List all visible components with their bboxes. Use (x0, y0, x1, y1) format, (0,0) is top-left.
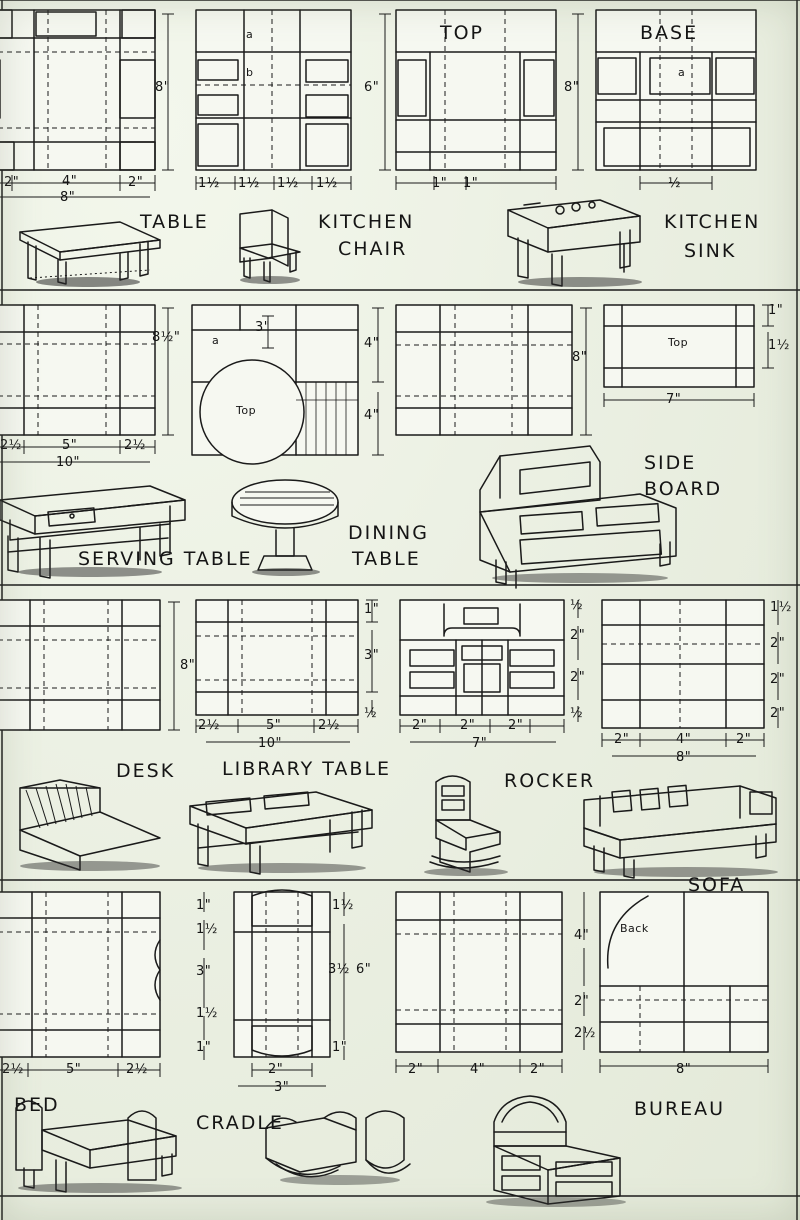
dim-bed-3: 2½ (126, 1062, 148, 1077)
dim-bed-v5: 1" (196, 1040, 212, 1055)
caption-kitchen-sink-1: KITCHEN (664, 211, 761, 233)
cradle-plan (234, 890, 344, 1086)
table-plan (0, 10, 155, 197)
caption-bureau: BUREAU (634, 1098, 726, 1120)
dim-bureau-v2: 2" (574, 994, 590, 1009)
bureau-plan-right (584, 892, 768, 1073)
caption-cradle: CRADLE (196, 1112, 284, 1134)
caption-side-board-2: BOARD (644, 478, 723, 500)
bureau-pictorial (486, 1096, 626, 1207)
dim-bureau-l1: 2" (408, 1062, 424, 1077)
dim-cradle-v4: 1" (332, 1040, 348, 1055)
caption-rocker: ROCKER (504, 770, 596, 792)
dim-lib-1: 2½ (198, 718, 220, 733)
library-table-pictorial (190, 792, 372, 874)
dim-sinktop-2: 1" (463, 176, 479, 191)
dim-sofa-v4: 2" (770, 706, 786, 721)
dim-bureau-l2: 4" (470, 1062, 486, 1077)
dim-lib-v2: 3" (364, 648, 380, 663)
dim-sideboard-width: 7" (666, 392, 682, 407)
dim-sideboard-r2: 1½ (768, 338, 790, 353)
bed-plan (0, 892, 204, 1077)
label-dining-top: Top (236, 404, 257, 417)
dim-lib-2: 5" (266, 718, 282, 733)
caption-dining-table-2: TABLE (352, 548, 421, 570)
dim-lib-v1: 1" (364, 602, 380, 617)
desk-pictorial (20, 780, 160, 871)
dim-serving-1: 2½ (0, 438, 22, 453)
dim-sideboard-r1: 1" (768, 303, 784, 318)
caption-kitchen-sink-2: SINK (684, 240, 737, 262)
kitchen-chair-plan (196, 10, 351, 190)
dim-table-right: 2" (128, 175, 144, 190)
kitchen-chair-pictorial (240, 210, 300, 284)
dim-bureau-v1: 4" (574, 928, 590, 943)
library-table-plan (196, 600, 378, 742)
caption-desk: DESK (116, 760, 176, 782)
rocker-pictorial (424, 776, 508, 876)
dim-sofa-2: 4" (676, 732, 692, 747)
dim-sofa-3: 2" (736, 732, 752, 747)
caption-table: TABLE (140, 211, 209, 233)
dim-cradle-2: 3" (274, 1080, 290, 1095)
dim-rocker-total: 7" (472, 736, 488, 751)
label-bureau-back: Back (620, 922, 649, 935)
dim-sofa-1: 2" (614, 732, 630, 747)
sofa-pictorial (584, 785, 778, 878)
dim-sinktop-1: 1" (432, 176, 448, 191)
side-board-plan (396, 305, 774, 435)
dim-dining-top: 3" (255, 320, 271, 335)
dim-sideboard-height: 8" (572, 350, 588, 365)
dim-sofa-v1: 1½ (770, 600, 792, 615)
caption-kitchen-chair-1: KITCHEN (318, 211, 415, 233)
dim-sofa-v3: 2" (770, 672, 786, 687)
dim-cradle-v1: 1½ (332, 898, 354, 913)
dim-table-left: 2" (4, 175, 20, 190)
dim-chair-4: 1½ (316, 176, 338, 191)
dim-rocker-v1: ½ (570, 598, 584, 613)
dim-cradle-v3: 6" (356, 962, 372, 977)
kitchen-sink-pictorial (508, 200, 642, 287)
dim-serving-2: 5" (62, 438, 78, 453)
caption-dining-table-1: DINING (348, 522, 429, 544)
dim-chair-2: 1½ (238, 176, 260, 191)
caption-bed: BED (14, 1094, 60, 1116)
mark-b-chair: b (246, 66, 254, 79)
dim-rocker-1: 2" (412, 718, 428, 733)
caption-serving-table: SERVING TABLE (78, 548, 253, 570)
dim-lib-3: 2½ (318, 718, 340, 733)
dim-bed-v2: 1½ (196, 922, 218, 937)
dim-dining-h1: 4" (364, 336, 380, 351)
dim-table-total: 8" (60, 190, 76, 205)
label-sideboard-top: Top (668, 336, 689, 349)
dim-cradle-v2: 3½ (328, 962, 350, 977)
dim-bureau-v3: 2½ (574, 1026, 596, 1041)
dim-desk-height: 8" (180, 658, 196, 673)
dim-rocker-v3: 2" (570, 670, 586, 685)
dim-serving-total: 10" (56, 455, 81, 470)
dim-sinktop-height: 6" (364, 80, 380, 95)
dim-rocker-2: 2" (460, 718, 476, 733)
mark-a-base: a (678, 66, 686, 79)
dim-rocker-3: 2" (508, 718, 524, 733)
caption-sofa: SOFA (688, 874, 746, 896)
dim-rocker-v2: 2" (570, 628, 586, 643)
dim-bureau-l3: 2" (530, 1062, 546, 1077)
dim-sofa-v2: 2" (770, 636, 786, 651)
dim-sinkbase-w: ½ (668, 176, 682, 191)
dim-rocker-v4: ½ (570, 706, 584, 721)
dining-table-plan (192, 305, 384, 464)
desk-plan (0, 600, 180, 730)
dim-bed-v4: 1½ (196, 1006, 218, 1021)
dim-lib-v3: ½ (364, 706, 378, 721)
dim-bed-v1: 1" (196, 898, 212, 913)
serving-table-plan (0, 305, 174, 462)
caption-library-table: LIBRARY TABLE (222, 758, 392, 780)
dim-bed-v3: 3" (196, 964, 212, 979)
caption-kitchen-chair-2: CHAIR (338, 238, 408, 260)
cradle-pictorial (266, 1111, 410, 1185)
mark-a-dining: a (212, 334, 220, 347)
caption-base: BASE (640, 22, 699, 44)
dim-bed-1: 2½ (2, 1062, 24, 1077)
caption-side-board-1: SIDE (644, 452, 697, 474)
dim-cradle-1: 2" (268, 1062, 284, 1077)
dim-serving-height: 8½" (152, 330, 181, 345)
dim-lib-total: 10" (258, 736, 283, 751)
dim-bureau-total: 8" (676, 1062, 692, 1077)
dim-sinkbase-height: 8" (564, 80, 580, 95)
bureau-plan-left (396, 892, 562, 1073)
caption-top: TOP (440, 22, 485, 44)
dim-table-height: 8" (155, 80, 171, 95)
dim-chair-1: 1½ (198, 176, 220, 191)
dim-sofa-total: 8" (676, 750, 692, 765)
dim-serving-3: 2½ (124, 438, 146, 453)
table-pictorial (20, 222, 160, 287)
mark-a-chair: a (246, 28, 254, 41)
dim-bed-2: 5" (66, 1062, 82, 1077)
dim-table-mid: 4" (62, 174, 78, 189)
dim-dining-h2: 4" (364, 408, 380, 423)
dim-chair-3: 1½ (277, 176, 299, 191)
